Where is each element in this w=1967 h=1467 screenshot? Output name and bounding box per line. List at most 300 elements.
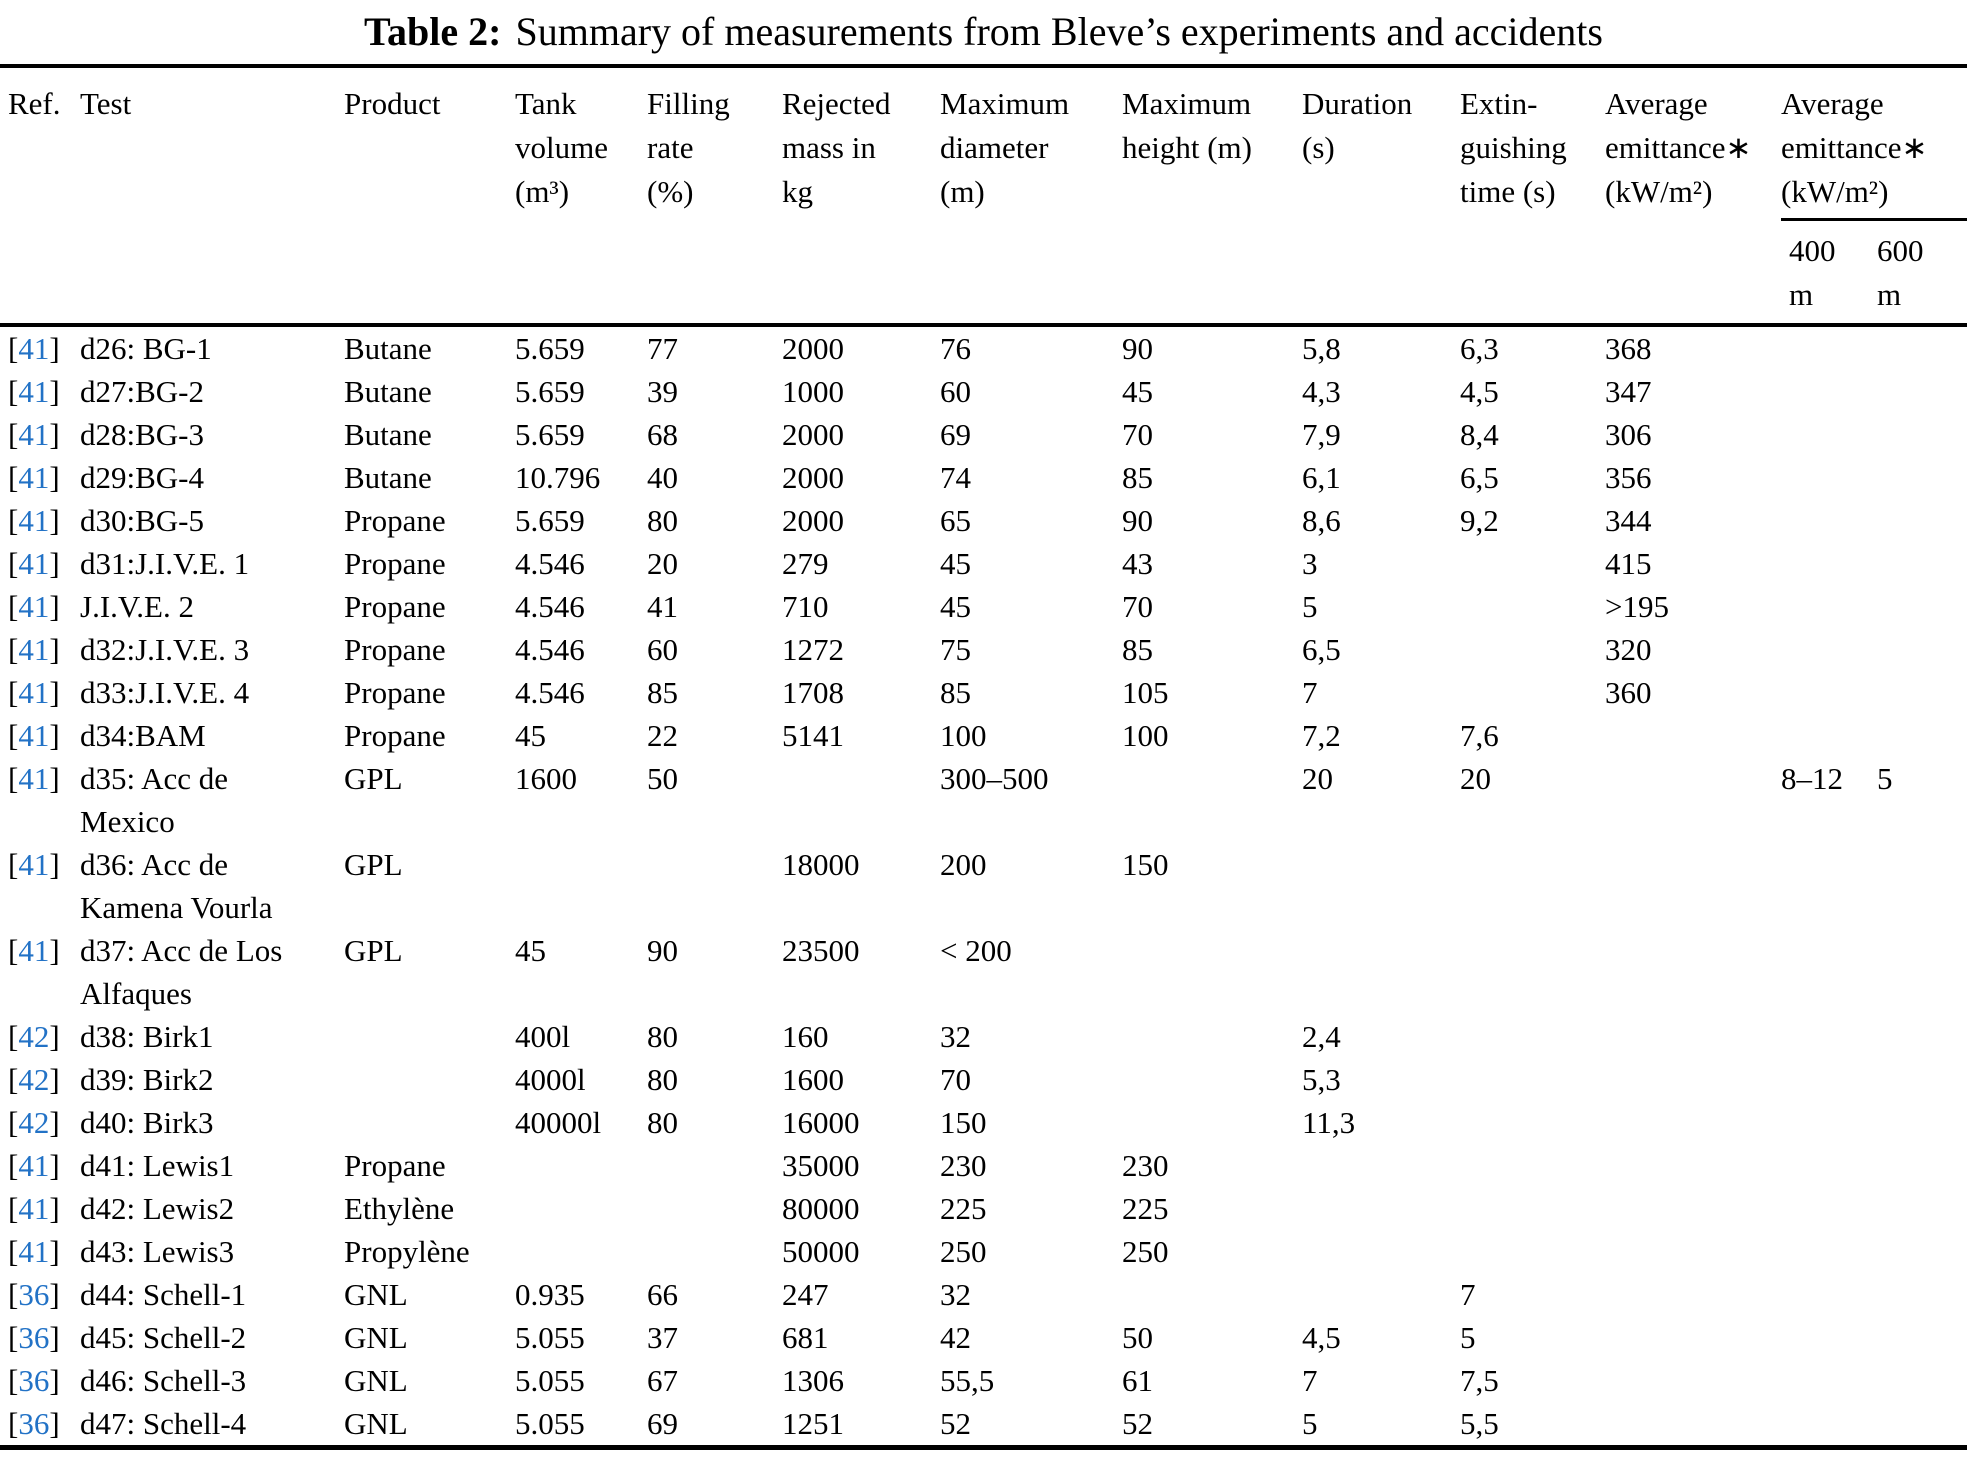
cell-product: Propane: [344, 546, 446, 581]
cell-max_diameter: 69: [940, 417, 971, 452]
cell-max_diameter: 75: [940, 632, 971, 667]
cell-product: Propylène: [344, 1234, 470, 1269]
cell-em400: [1781, 1187, 1877, 1230]
cell-em400: [1781, 628, 1877, 671]
citation-link[interactable]: 42: [18, 1062, 50, 1097]
cell-filling_rate: [647, 843, 782, 929]
cell-em400: [1781, 1316, 1877, 1359]
cell-rejected_mass: [782, 757, 940, 843]
measurements-table: [0, 64, 1967, 1450]
cell-avg_emittance: [1605, 1316, 1781, 1359]
cell-tank_volume: 5.055: [515, 1406, 585, 1441]
cell-max_height: 50: [1122, 1320, 1153, 1355]
table-row-22: [0, 1359, 1967, 1402]
column-header-product: Product: [344, 66, 515, 325]
cell-test: d32:J.I.V.E. 3: [80, 632, 250, 667]
citation-link[interactable]: 41: [18, 1148, 50, 1183]
citation-link[interactable]: 41: [18, 761, 50, 796]
cell-test: d28:BG-3: [80, 417, 204, 452]
table-row-18: [0, 1187, 1967, 1230]
citation-link[interactable]: 41: [18, 1191, 50, 1226]
column-header-rejected_mass: Rejected mass in kg: [782, 66, 940, 325]
cell-duration: 5: [1302, 1406, 1318, 1441]
citation-link[interactable]: 42: [18, 1105, 50, 1140]
cell-extinguishing: [1460, 929, 1605, 1015]
cell-avg_emittance: 347: [1605, 374, 1652, 409]
cell-filling_rate: 50: [647, 761, 678, 796]
cell-ref: [36]: [8, 1406, 60, 1441]
cell-avg_emittance: [1605, 757, 1781, 843]
cell-product: Butane: [344, 460, 432, 495]
citation-link[interactable]: 41: [18, 589, 50, 624]
cell-max_height: 85: [1122, 460, 1153, 495]
cell-em600: [1877, 671, 1967, 714]
cell-tank_volume: 0.935: [515, 1277, 585, 1312]
cell-tank_volume: 5.659: [515, 374, 585, 409]
cell-rejected_mass: 50000: [782, 1234, 860, 1269]
citation-link[interactable]: 41: [18, 374, 50, 409]
cell-rejected_mass: 1600: [782, 1062, 844, 1097]
citation-link[interactable]: 41: [18, 675, 50, 710]
cell-test: d41: Lewis1: [80, 1148, 235, 1183]
cell-max_height: 100: [1122, 718, 1169, 753]
cell-test: J.I.V.E. 2: [80, 589, 194, 624]
cell-max_height: [1122, 757, 1302, 843]
cell-duration: [1302, 1144, 1460, 1187]
cell-em600: [1877, 1058, 1967, 1101]
cell-filling_rate: 85: [647, 675, 678, 710]
cell-test: d46: Schell-3: [80, 1363, 247, 1398]
cell-max_diameter: 230: [940, 1148, 987, 1183]
cell-em400: [1781, 1402, 1877, 1448]
cell-ref: [41]: [8, 1191, 60, 1226]
cell-filling_rate: 69: [647, 1406, 678, 1441]
cell-max_height: 225: [1122, 1191, 1169, 1226]
cell-tank_volume: 5.055: [515, 1320, 585, 1355]
cell-em600: 5: [1877, 761, 1893, 796]
citation-link[interactable]: 41: [18, 718, 50, 753]
cell-ref: [41]: [8, 1148, 60, 1183]
cell-test: d35: Acc de Mexico: [80, 761, 229, 839]
table-row-15: [0, 1058, 1967, 1101]
cell-max_height: 105: [1122, 675, 1169, 710]
cell-em400: [1781, 1230, 1877, 1273]
cell-tank_volume: 5.659: [515, 503, 585, 538]
cell-max_diameter: 200: [940, 847, 987, 882]
cell-tank_volume: 1600: [515, 761, 577, 796]
cell-rejected_mass: 1272: [782, 632, 844, 667]
cell-max_height: 90: [1122, 331, 1153, 366]
cell-filling_rate: 60: [647, 632, 678, 667]
cell-em400: [1781, 413, 1877, 456]
cell-max_diameter: 76: [940, 331, 971, 366]
cell-max_height: [1122, 1058, 1302, 1101]
cell-product: GNL: [344, 1363, 408, 1398]
cell-tank_volume: [515, 1187, 647, 1230]
cell-rejected_mass: 35000: [782, 1148, 860, 1183]
citation-link[interactable]: 41: [18, 460, 50, 495]
cell-max_diameter: 85: [940, 675, 971, 710]
cell-tank_volume: 4.546: [515, 546, 585, 581]
cell-test: d26: BG-1: [80, 331, 212, 366]
cell-extinguishing: [1460, 1230, 1605, 1273]
cell-rejected_mass: 18000: [782, 847, 860, 882]
cell-extinguishing: [1460, 628, 1605, 671]
cell-ref: [41]: [8, 374, 60, 409]
table-caption-text: Summary of measurements from Bleve’s experiments and accidents: [515, 9, 1603, 54]
cell-em600: [1877, 1187, 1967, 1230]
cell-test: d30:BG-5: [80, 503, 204, 538]
cell-ref: [41]: [8, 460, 60, 495]
cell-ref: [41]: [8, 503, 60, 538]
cell-extinguishing: 7: [1460, 1277, 1476, 1312]
cell-em400: [1781, 1015, 1877, 1058]
table-row-20: [0, 1273, 1967, 1316]
column-header-max_height: Maximum height (m): [1122, 66, 1302, 325]
cell-duration: 11,3: [1302, 1105, 1356, 1140]
cell-rejected_mass: 1708: [782, 675, 844, 710]
cell-rejected_mass: 247: [782, 1277, 829, 1312]
cell-filling_rate: 68: [647, 417, 678, 452]
table-row-12: [0, 843, 1967, 929]
column-header-extinguishing: Extin- guishing time (s): [1460, 66, 1605, 325]
table-row-7: [0, 585, 1967, 628]
cell-filling_rate: 41: [647, 589, 678, 624]
cell-em400: [1781, 1359, 1877, 1402]
cell-max_height: [1122, 1273, 1302, 1316]
cell-tank_volume: 40000l: [515, 1105, 602, 1140]
cell-duration: 5: [1302, 589, 1318, 624]
table-row-2: [0, 370, 1967, 413]
cell-product: Butane: [344, 374, 432, 409]
table-row-14: [0, 1015, 1967, 1058]
cell-duration: [1302, 1230, 1460, 1273]
cell-tank_volume: 4.546: [515, 632, 585, 667]
cell-filling_rate: [647, 1187, 782, 1230]
cell-rejected_mass: 2000: [782, 417, 844, 452]
cell-extinguishing: 5: [1460, 1320, 1476, 1355]
cell-em400: [1781, 456, 1877, 499]
cell-rejected_mass: 2000: [782, 460, 844, 495]
cell-avg_emittance: [1605, 714, 1781, 757]
cell-max_height: 61: [1122, 1363, 1153, 1398]
cell-max_height: 150: [1122, 847, 1169, 882]
cell-ref: [36]: [8, 1277, 60, 1312]
cell-avg_emittance: [1605, 1230, 1781, 1273]
cell-em600: [1877, 325, 1967, 370]
table-row-9: [0, 671, 1967, 714]
cell-test: d36: Acc de Kamena Vourla: [80, 847, 273, 925]
citation-link[interactable]: 36: [18, 1320, 50, 1355]
cell-em400: [1781, 1058, 1877, 1101]
cell-duration: 20: [1302, 761, 1333, 796]
cell-em400: [1781, 1101, 1877, 1144]
cell-max_diameter: 225: [940, 1191, 987, 1226]
table-row-1: [0, 325, 1967, 370]
cell-rejected_mass: 16000: [782, 1105, 860, 1140]
cell-test: d38: Birk1: [80, 1019, 214, 1054]
cell-product: GNL: [344, 1277, 408, 1312]
cell-max_diameter: 300–500: [940, 761, 1049, 796]
table-row-23: [0, 1402, 1967, 1448]
table-row-3: [0, 413, 1967, 456]
cell-test: d42: Lewis2: [80, 1191, 235, 1226]
cell-avg_emittance: [1605, 1359, 1781, 1402]
cell-duration: [1302, 1187, 1460, 1230]
citation-link[interactable]: 42: [18, 1019, 50, 1054]
cell-em600: [1877, 1359, 1967, 1402]
cell-rejected_mass: 5141: [782, 718, 844, 753]
cell-avg_emittance: [1605, 1144, 1781, 1187]
cell-avg_emittance: 344: [1605, 503, 1652, 538]
cell-rejected_mass: 1306: [782, 1363, 844, 1398]
cell-test: d44: Schell-1: [80, 1277, 247, 1312]
citation-link[interactable]: 41: [18, 1234, 50, 1269]
column-subheader-em600: 600 m: [1877, 220, 1967, 326]
citation-link[interactable]: 36: [18, 1363, 50, 1398]
table-row-10: [0, 714, 1967, 757]
cell-duration: 5,8: [1302, 331, 1341, 366]
table-row-5: [0, 499, 1967, 542]
cell-ref: [41]: [8, 933, 60, 968]
cell-duration: 7: [1302, 1363, 1318, 1398]
cell-extinguishing: [1460, 1101, 1605, 1144]
cell-product: [344, 1015, 515, 1058]
cell-avg_emittance: [1605, 843, 1781, 929]
cell-rejected_mass: 2000: [782, 331, 844, 366]
cell-extinguishing: 6,5: [1460, 460, 1499, 495]
cell-rejected_mass: 80000: [782, 1191, 860, 1226]
cell-avg_emittance: [1605, 1402, 1781, 1448]
cell-duration: 8,6: [1302, 503, 1341, 538]
citation-link[interactable]: 41: [18, 632, 50, 667]
cell-product: GPL: [344, 847, 403, 882]
cell-extinguishing: 5,5: [1460, 1406, 1499, 1441]
table-row-16: [0, 1101, 1967, 1144]
cell-duration: 7: [1302, 675, 1318, 710]
cell-product: [344, 1101, 515, 1144]
cell-max_diameter: 45: [940, 589, 971, 624]
cell-rejected_mass: 1251: [782, 1406, 844, 1441]
cell-em400: 8–12: [1781, 761, 1843, 796]
cell-ref: [41]: [8, 546, 60, 581]
cell-em600: [1877, 714, 1967, 757]
cell-ref: [36]: [8, 1363, 60, 1398]
table-row-17: [0, 1144, 1967, 1187]
cell-filling_rate: 67: [647, 1363, 678, 1398]
cell-tank_volume: 5.659: [515, 417, 585, 452]
cell-rejected_mass: 279: [782, 546, 829, 581]
cell-test: d37: Acc de Los Alfaques: [80, 933, 283, 1011]
cell-filling_rate: 80: [647, 1105, 678, 1140]
cell-duration: 7,2: [1302, 718, 1341, 753]
cell-max_height: 230: [1122, 1148, 1169, 1183]
cell-filling_rate: 80: [647, 503, 678, 538]
cell-duration: 4,3: [1302, 374, 1341, 409]
cell-ref: [41]: [8, 761, 60, 796]
cell-max_diameter: 60: [940, 374, 971, 409]
cell-duration: 5,3: [1302, 1062, 1341, 1097]
cell-tank_volume: 45: [515, 718, 546, 753]
column-subheader-em400: 400 m: [1781, 220, 1877, 326]
cell-max_diameter: 32: [940, 1019, 971, 1054]
cell-em400: [1781, 714, 1877, 757]
cell-tank_volume: 5.659: [515, 331, 585, 366]
cell-max_height: 70: [1122, 417, 1153, 452]
cell-avg_emittance: 356: [1605, 460, 1652, 495]
column-header-ref: Ref.: [0, 66, 80, 325]
table-row-8: [0, 628, 1967, 671]
cell-em400: [1781, 843, 1877, 929]
cell-avg_emittance: [1605, 929, 1781, 1015]
cell-test: d27:BG-2: [80, 374, 204, 409]
cell-extinguishing: 6,3: [1460, 331, 1499, 366]
table-row-21: [0, 1316, 1967, 1359]
table-row-4: [0, 456, 1967, 499]
cell-filling_rate: 39: [647, 374, 678, 409]
cell-product: Propane: [344, 632, 446, 667]
cell-max_height: [1122, 1101, 1302, 1144]
table-row-13: [0, 929, 1967, 1015]
cell-filling_rate: 90: [647, 933, 678, 968]
cell-avg_emittance: >195: [1605, 589, 1669, 624]
cell-filling_rate: [647, 1144, 782, 1187]
citation-link[interactable]: 36: [18, 1406, 50, 1441]
cell-ref: [41]: [8, 632, 60, 667]
cell-filling_rate: 37: [647, 1320, 678, 1355]
cell-rejected_mass: 710: [782, 589, 829, 624]
citation-link[interactable]: 41: [18, 417, 50, 452]
cell-duration: 4,5: [1302, 1320, 1341, 1355]
cell-extinguishing: [1460, 671, 1605, 714]
cell-max_diameter: 65: [940, 503, 971, 538]
cell-filling_rate: 20: [647, 546, 678, 581]
cell-product: Propane: [344, 718, 446, 753]
cell-avg_emittance: 320: [1605, 632, 1652, 667]
cell-em600: [1877, 1402, 1967, 1448]
cell-em600: [1877, 413, 1967, 456]
cell-duration: 6,1: [1302, 460, 1341, 495]
cell-ref: [41]: [8, 417, 60, 452]
cell-duration: 7,9: [1302, 417, 1341, 452]
cell-max_height: [1122, 1015, 1302, 1058]
cell-extinguishing: [1460, 542, 1605, 585]
cell-test: d29:BG-4: [80, 460, 204, 495]
cell-product: Propane: [344, 1148, 446, 1183]
cell-product: Propane: [344, 589, 446, 624]
cell-max_diameter: 150: [940, 1105, 987, 1140]
cell-test: d40: Birk3: [80, 1105, 214, 1140]
column-header-avg_emittance_2: Average emittance∗ (kW/m²): [1781, 66, 1967, 220]
cell-em400: [1781, 671, 1877, 714]
cell-em600: [1877, 929, 1967, 1015]
cell-tank_volume: [515, 843, 647, 929]
cell-tank_volume: 45: [515, 933, 546, 968]
cell-filling_rate: 22: [647, 718, 678, 753]
cell-duration: 6,5: [1302, 632, 1341, 667]
cell-extinguishing: 8,4: [1460, 417, 1499, 452]
cell-avg_emittance: 306: [1605, 417, 1652, 452]
cell-tank_volume: 5.055: [515, 1363, 585, 1398]
cell-ref: [36]: [8, 1320, 60, 1355]
cell-avg_emittance: 368: [1605, 331, 1652, 366]
cell-max_height: 90: [1122, 503, 1153, 538]
cell-rejected_mass: 1000: [782, 374, 844, 409]
cell-ref: [41]: [8, 847, 60, 882]
cell-ref: [41]: [8, 1234, 60, 1269]
cell-em600: [1877, 542, 1967, 585]
cell-test: d43: Lewis3: [80, 1234, 235, 1269]
cell-extinguishing: 20: [1460, 761, 1491, 796]
cell-filling_rate: 66: [647, 1277, 678, 1312]
cell-extinguishing: [1460, 1015, 1605, 1058]
cell-em400: [1781, 499, 1877, 542]
cell-em600: [1877, 1144, 1967, 1187]
table-row-19: [0, 1230, 1967, 1273]
cell-product: Ethylène: [344, 1191, 455, 1226]
cell-duration: [1302, 843, 1460, 929]
citation-link[interactable]: 41: [18, 933, 50, 968]
citation-link[interactable]: 41: [18, 503, 50, 538]
cell-ref: [41]: [8, 718, 60, 753]
cell-filling_rate: 80: [647, 1019, 678, 1054]
cell-ref: [42]: [8, 1105, 60, 1140]
column-header-tank_volume: Tank volume (m³): [515, 66, 647, 325]
table-row-6: [0, 542, 1967, 585]
citation-link[interactable]: 36: [18, 1277, 50, 1312]
cell-max_height: 45: [1122, 374, 1153, 409]
cell-rejected_mass: 23500: [782, 933, 860, 968]
cell-ref: [41]: [8, 675, 60, 710]
cell-product: GNL: [344, 1320, 408, 1355]
cell-extinguishing: 4,5: [1460, 374, 1499, 409]
cell-ref: [42]: [8, 1062, 60, 1097]
citation-link[interactable]: 41: [18, 847, 50, 882]
cell-em600: [1877, 1316, 1967, 1359]
cell-duration: [1302, 929, 1460, 1015]
cell-max_diameter: 250: [940, 1234, 987, 1269]
cell-test: d45: Schell-2: [80, 1320, 247, 1355]
cell-max_diameter: 42: [940, 1320, 971, 1355]
table-header: [0, 66, 1967, 325]
cell-max_height: 52: [1122, 1406, 1153, 1441]
table-body: [0, 325, 1967, 1448]
citation-link[interactable]: 41: [18, 546, 50, 581]
cell-test: d34:BAM: [80, 718, 206, 753]
cell-em400: [1781, 929, 1877, 1015]
cell-em600: [1877, 370, 1967, 413]
cell-ref: [41]: [8, 331, 60, 366]
cell-avg_emittance: [1605, 1187, 1781, 1230]
cell-rejected_mass: 681: [782, 1320, 829, 1355]
cell-test: d47: Schell-4: [80, 1406, 247, 1441]
cell-filling_rate: [647, 1230, 782, 1273]
cell-max_height: 70: [1122, 589, 1153, 624]
cell-max_diameter: 55,5: [940, 1363, 995, 1398]
cell-em600: [1877, 1230, 1967, 1273]
cell-em400: [1781, 325, 1877, 370]
cell-product: GPL: [344, 933, 403, 968]
cell-avg_emittance: 360: [1605, 675, 1652, 710]
cell-product: Butane: [344, 417, 432, 452]
cell-max_height: [1122, 929, 1302, 1015]
citation-link[interactable]: 41: [18, 331, 50, 366]
cell-rejected_mass: 2000: [782, 503, 844, 538]
table-row-11: [0, 757, 1967, 843]
cell-avg_emittance: [1605, 1058, 1781, 1101]
cell-extinguishing: [1460, 843, 1605, 929]
cell-max_height: 250: [1122, 1234, 1169, 1269]
